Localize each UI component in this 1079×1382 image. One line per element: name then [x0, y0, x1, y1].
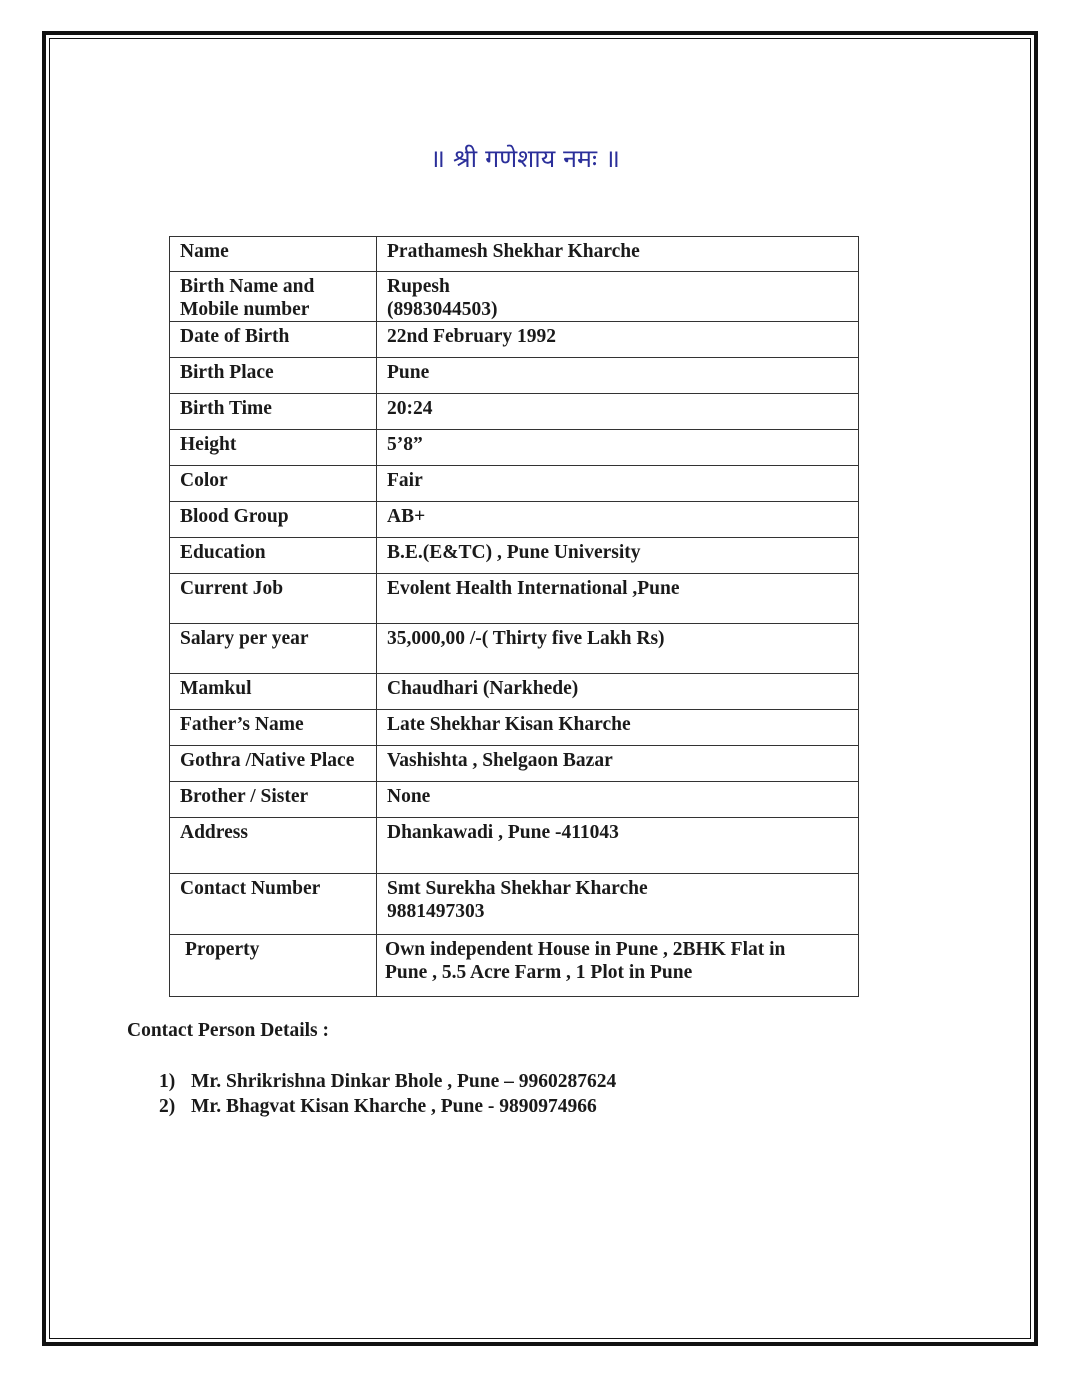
biodata-table	[169, 236, 859, 997]
table-row	[170, 574, 859, 624]
field-label: Birth Name and Mobile number	[170, 272, 377, 322]
field-value: Late Shekhar Kisan Kharche	[377, 710, 859, 746]
field-value: Pune	[377, 358, 859, 394]
field-label: Education	[170, 538, 377, 574]
field-label: Address	[170, 818, 377, 874]
field-value: B.E.(E&TC) , Pune University	[377, 538, 859, 574]
field-label: Height	[170, 430, 377, 466]
field-value: 22nd February 1992	[377, 322, 859, 358]
field-value: Dhankawadi , Pune -411043	[377, 818, 859, 874]
field-label: Blood Group	[170, 502, 377, 538]
table-row	[170, 466, 859, 502]
field-value: Prathamesh Shekhar Kharche	[377, 237, 859, 272]
field-label: Salary per year	[170, 624, 377, 674]
table-row	[170, 874, 859, 935]
field-label: Name	[170, 237, 377, 272]
field-value: 20:24	[377, 394, 859, 430]
contact-person-heading: Contact Person Details :	[127, 1020, 329, 1041]
field-value: Smt Surekha Shekhar Kharche 9881497303	[377, 874, 859, 935]
field-label: Current Job	[170, 574, 377, 624]
field-label: Father’s Name	[170, 710, 377, 746]
field-value: Own independent House in Pune , 2BHK Flat in Pune , 5.5 Acre Farm , 1 Plot in Pune	[377, 935, 859, 997]
field-value: Rupesh (8983044503)	[377, 272, 859, 322]
field-label: Brother / Sister	[170, 782, 377, 818]
table-row	[170, 502, 859, 538]
field-label: Property	[170, 935, 377, 997]
field-value: Chaudhari (Narkhede)	[377, 674, 859, 710]
field-value: 5’8”	[377, 430, 859, 466]
table-row	[170, 358, 859, 394]
field-value: Vashishta , Shelgaon Bazar	[377, 746, 859, 782]
table-row	[170, 782, 859, 818]
contact-text: Mr. Bhagvat Kisan Kharche , Pune - 9890974966	[191, 1096, 597, 1117]
table-row	[170, 624, 859, 674]
field-label: Contact Number	[170, 874, 377, 935]
field-value: Evolent Health International ,Pune	[377, 574, 859, 624]
field-value: 35,000,00 /-( Thirty five Lakh Rs)	[377, 624, 859, 674]
table-row	[170, 818, 859, 874]
list-item	[159, 1069, 616, 1094]
list-number: 1)	[159, 1071, 176, 1092]
table-row	[170, 674, 859, 710]
table-row	[170, 430, 859, 466]
field-value: AB+	[377, 502, 859, 538]
field-label: Gothra /Native Place	[170, 746, 377, 782]
field-label: Date of Birth	[170, 322, 377, 358]
table-row	[170, 237, 859, 272]
table-row	[170, 272, 859, 322]
field-label: Birth Time	[170, 394, 377, 430]
field-value: None	[377, 782, 859, 818]
list-number: 2)	[159, 1096, 176, 1117]
table-row	[170, 746, 859, 782]
invocation-heading: ॥ श्री गणेशाय नमः ॥	[430, 144, 620, 173]
table-row	[170, 322, 859, 358]
field-label: Birth Place	[170, 358, 377, 394]
table-row	[170, 394, 859, 430]
table-row	[170, 935, 859, 997]
field-label: Color	[170, 466, 377, 502]
list-item	[159, 1094, 616, 1119]
field-label: Mamkul	[170, 674, 377, 710]
contact-text: Mr. Shrikrishna Dinkar Bhole , Pune – 9960287624	[191, 1071, 617, 1092]
contact-person-list	[159, 1069, 616, 1119]
table-row	[170, 538, 859, 574]
field-value: Fair	[377, 466, 859, 502]
table-row	[170, 710, 859, 746]
